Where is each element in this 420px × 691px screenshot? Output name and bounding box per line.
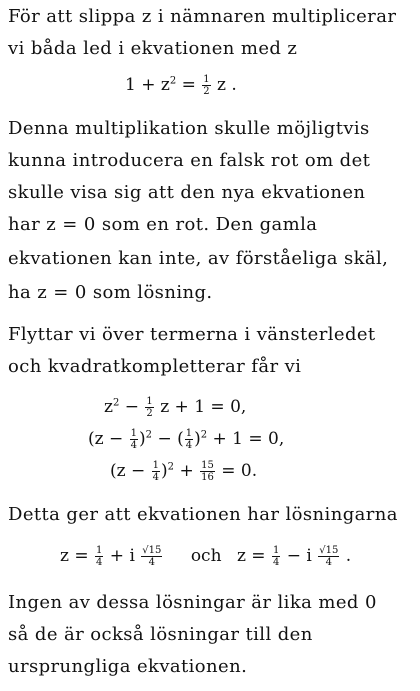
- line-13: så de är också lösningar till den: [8, 624, 313, 645]
- line-2: vi båda led i ekvationen med z: [8, 38, 298, 59]
- line-1: För att slippa z i nämnaren multiplicerar: [8, 6, 397, 27]
- line-6: har z = 0 som en rot. Den gamla: [8, 214, 318, 235]
- equation-3: (z − $\frac{1}{4}$ )$^2$ − ( $\frac{1}{4}$ )$^2$ + 1 = 0,: [88, 428, 285, 451]
- solutions: z = $\frac{1}{4}$ + i $\frac{√15}{4}$ och z = $\frac{1}{4}$ − i $\frac{√15}{4}$ .: [60, 545, 352, 568]
- line-10: och kvadratkompletterar får vi: [8, 356, 302, 377]
- line-8: ha z = 0 som lösning.: [8, 282, 213, 303]
- line-5: skulle visa sig att den nya ekvationen: [8, 182, 366, 203]
- line-7: ekvationen kan inte, av förståeliga skäl,: [8, 248, 389, 269]
- equation-1: $1 + z^2$ = $\frac{1}{2}$ z .: [125, 74, 237, 97]
- line-14: ursprungliga ekvationen.: [8, 656, 248, 677]
- line-11: Detta ger att ekvationen har lösningarna: [8, 504, 398, 525]
- line-3: Denna multiplikation skulle möjligtvis: [8, 118, 370, 139]
- line-9: Flyttar vi över termerna i vänsterledet: [8, 324, 376, 345]
- line-12: Ingen av dessa lösningar är lika med 0: [8, 592, 377, 613]
- equation-4: (z − $\frac{1}{4}$ )$^2$ + $\frac{15}{16}$ = 0.: [110, 460, 258, 483]
- equation-2: $z^2$ − $\frac{1}{2}$ z + 1 = 0,: [104, 396, 247, 419]
- line-4: kunna introducera en falsk rot om det: [8, 150, 371, 171]
